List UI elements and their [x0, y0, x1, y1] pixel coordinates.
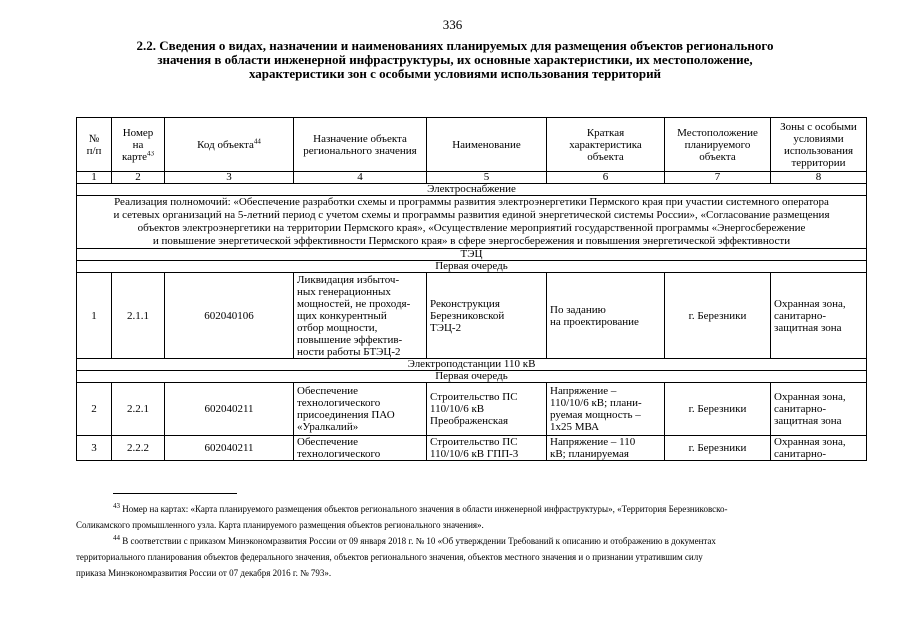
cell-zones: Охранная зона, санитарно- защитная зона [771, 383, 867, 436]
section-title-substations: Электроподстанции 110 кВ [77, 359, 867, 371]
queue-row-1 [77, 261, 867, 273]
cell-zones: Охранная зона, санитарно- защитная зона [771, 273, 867, 359]
footnote-ref-43: 43 [147, 150, 155, 157]
cell-name: Строительство ПС 110/10/6 кВ Преображенская [427, 383, 547, 436]
column-number: 3 [165, 172, 294, 184]
header-brief-characteristics: Краткая характеристика объекта [547, 118, 665, 172]
footnote-44 [76, 533, 866, 581]
cell-name: Реконструкция Березниковской ТЭЦ-2 [427, 273, 547, 359]
header-map-number: Номер на карте$^{43}$ [112, 118, 165, 172]
cell-map: 2.1.1 [112, 273, 165, 359]
footnote-43-line-1: $^{43}$ Номер на картах: «Карта планируемого размещения объектов регионального значения в области инженерной инфраструктуры», «Территория Березниковско- [113, 502, 728, 514]
cell-num: 1 [77, 273, 112, 359]
powers-description: Реализация полномочий: «Обеспечение разработки схемы и программы развития электроэнергетики Пермского края при участии системного оператора и сетевых организаций на 5-летний период с учетом схемы и программы развития единой энергетической системы России», «Согласование размещения объектов электроэнергетики на территории Пермского края», «Осуществление мероприятий государственной программы «Энергосбережение и повышение энергетической эффективности Пермского края» в сфере энергосбережения и повышения энергетической эффективности [77, 196, 867, 249]
cell-zones: Охранная зона, санитарно- [771, 436, 867, 461]
cell-num: 2 [77, 383, 112, 436]
column-number-row [77, 172, 867, 184]
column-number: 2 [112, 172, 165, 184]
cell-map: 2.2.1 [112, 383, 165, 436]
cell-purpose: Обеспечение технологического присоединения ПАО «Уралкалий» [294, 383, 427, 436]
cell-location: г. Березники [665, 436, 771, 461]
header-object-code: Код объекта$^{44}$ [165, 118, 294, 172]
cell-code: 602040106 [165, 273, 294, 359]
cell-map: 2.2.2 [112, 436, 165, 461]
cell-characteristics: Напряжение – 110 кВ; планируемая [547, 436, 665, 461]
footnote-44-line-1: $^{44}$ В соответствии с приказом Минэкономразвития России от 09 января 2018 г. № 10 «Об утверждении Требований к описанию и отображению в документах [113, 534, 716, 546]
queue-row-2 [77, 371, 867, 383]
section-heading [60, 39, 850, 81]
table-row [77, 383, 867, 436]
cell-code: 602040211 [165, 436, 294, 461]
footnote-mark: 44 [113, 534, 120, 542]
description-row [77, 196, 867, 249]
cell-code: 602040211 [165, 383, 294, 436]
footnote-43-line-2: Соликамского промышленного узла. Карта планируемого размещения объектов регионального значения». [76, 520, 484, 530]
column-number: 1 [77, 172, 112, 184]
section-title-power-supply: Электроснабжение [77, 184, 867, 196]
queue-title: Первая очередь [77, 261, 867, 273]
cell-characteristics: По заданию на проектирование [547, 273, 665, 359]
table-row [77, 273, 867, 359]
cell-location: г. Березники [665, 383, 771, 436]
table-row [77, 436, 867, 461]
section-title-tec: ТЭЦ [77, 249, 867, 261]
cell-purpose: Ликвидация избыточ- ных генерационных мощностей, не проходя- щих конкурентный отбор мощности, повышение эффектив- ности работы БТЭЦ-2 [294, 273, 427, 359]
header-name: Наименование [427, 118, 547, 172]
header-number: № п/п [77, 118, 112, 172]
cell-num: 3 [77, 436, 112, 461]
page-number: 336 [442, 17, 463, 32]
footnote-separator [113, 493, 237, 494]
footnote-ref-44: 44 [253, 136, 261, 145]
section-row-power-supply [77, 184, 867, 196]
cell-characteristics: Напряжение – 110/10/6 кВ; плани- руемая мощность – 1x25 МВА [547, 383, 665, 436]
column-number: 7 [665, 172, 771, 184]
footnote-43 [76, 501, 866, 533]
table-header-row [77, 118, 867, 172]
cell-name: Строительство ПС 110/10/6 кВ ГПП-3 [427, 436, 547, 461]
footnote-44-line-3: приказа Минэкономразвития России от 07 декабря 2016 г. № 793». [76, 568, 332, 578]
cell-location: г. Березники [665, 273, 771, 359]
header-purpose: Назначение объекта регионального значения [294, 118, 427, 172]
footnote-44-line-2: территориального планирования объектов федерального значения, объектов регионального значения, объектов местного значения и о признании утратившим силу [76, 552, 703, 562]
column-number: 5 [427, 172, 547, 184]
header-location: Местоположение планируемого объекта [665, 118, 771, 172]
section-row-substations [77, 359, 867, 371]
objects-table [76, 117, 867, 461]
heading-line-2: значения в области инженерной инфраструктуры, их основные характеристики, их местоположение, [157, 53, 753, 67]
column-number: 8 [771, 172, 867, 184]
footnote-mark: 43 [113, 502, 120, 510]
heading-line-3: характеристики зон с особыми условиями использования территорий [248, 67, 662, 81]
column-number: 4 [294, 172, 427, 184]
queue-title: Первая очередь [77, 371, 867, 383]
cell-purpose: Обеспечение технологического [294, 436, 427, 461]
section-row-tec [77, 249, 867, 261]
heading-line-1: 2.2. Сведения о видах, назначении и наименованиях планируемых для размещения объектов регионального [136, 39, 774, 53]
column-number: 6 [547, 172, 665, 184]
header-special-zones: Зоны с особыми условиями использования территории [771, 118, 867, 172]
